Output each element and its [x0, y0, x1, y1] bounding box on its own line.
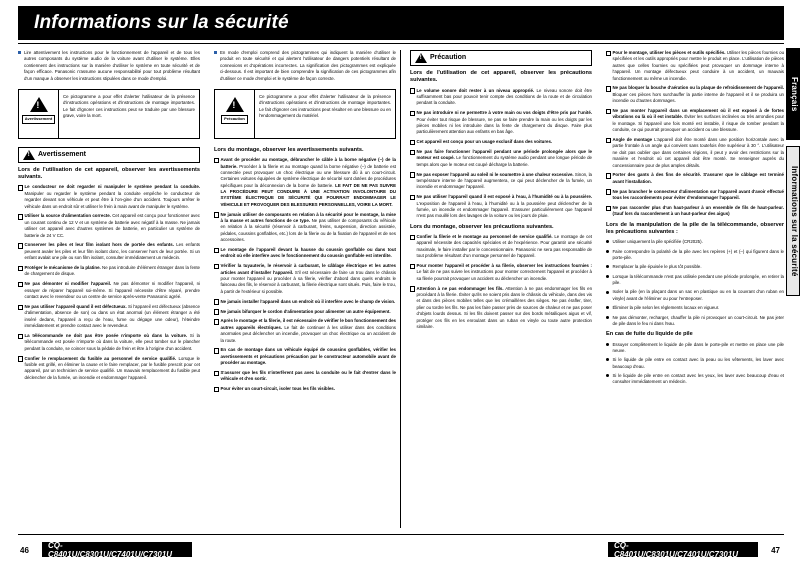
subheading-use-warnings: Lors de l'utilisation de cet appareil, observer les avertissements suivants.	[18, 166, 200, 181]
list-item: Confier le remplacement du fusible au personnel de service qualifié. Lorsque le fusible est grillé, en éliminer la cause et le faire remplacer, par le fusible prescrit pour cet appareil, par un technicien de service qualifié. Un mauvais remplacement du fusible peut déclencher de la fumée, un incendie et endommager l'appareil.	[18, 356, 200, 382]
list-item: Faire correspondre la polarité de la pile avec les repères (+) et (–) qui figurent dans le porte-pile.	[606, 249, 784, 262]
list-item: Ne pas démonter, recharger, chauffer la pile ni provoquer un court-circuit. Ne pas jeter de pile dans le feu ni dans l'eau.	[606, 315, 784, 328]
content-area	[18, 50, 784, 530]
column-3	[410, 50, 592, 334]
list-item: Conserver les piles et leur film isolant hors de portée des enfants. Les enfants peuvent avaler les piles et leur film isolant donc, les conserver hors de leur portée. Si un enfant avalait une pile ou son film isolant, consulter immédiatement un médecin.	[18, 242, 200, 261]
list-item: Ne pas utiliser l'appareil quand il est exposé à l'eau, à l'humidité ou à la poussière. L'exposition de l'appareil à l'eau, à l'humidité ou à la poussière peut déclencher de la fumée, un incendie et endommager l'appareil. S'assurer particulièrement que l'appareil n'est pas mouillé lors des lavages de la voiture ou les jours de pluie.	[410, 194, 592, 220]
page-title-bar	[18, 6, 784, 40]
list-item: Utiliser la source d'alimentation correcte. Cet appareil est conçu pour fonctionner avec un courant continu de 12 V et un système de batterie avec négatif à la masse. Ne jamais utiliser cet appareil avec d'autres systèmes de batterie, en particulier un système de batterie de 24 V CC.	[18, 213, 200, 239]
list-item: La télécommande ne doit pas être posée n'importe où dans la voiture. Si la télécommande est posée n'importe où dans la voiture, elle peut tomber sur le plancher pendant la conduite, se coincer sous la pédale de frein et être à l'origine d'un accident.	[18, 333, 200, 352]
column-2	[214, 50, 396, 396]
list-item: Ne pas utiliser l'appareil quand il est défectueux. Si l'appareil est défectueux (absence d'alimentation, absence de son) ou dans un état anormal (un élément étranger a été inséré dedans, l'appareil a reçu de l'eau, fume ou dégage une odeur), l'éteindre immédiatement et prendre contact avec le revendeur.	[18, 304, 200, 330]
footer-rule	[18, 534, 784, 535]
warning-triangle-icon	[30, 97, 48, 112]
list-item: Pour éviter un court-circuit, isoler tous les fils visibles.	[214, 386, 396, 392]
list-item: Ne pas exposer l'appareil au soleil ni le soumettre à une chaleur excessive. Sinon, la température interne de l'appareil augmentera, ce qui peut déclencher de la fumée, un incendie et endommager l'appareil.	[410, 172, 592, 191]
warning-pictogram-box	[18, 89, 200, 139]
list-item: Si le liquide de pile entre en contact avec la peau ou les vêtements, les laver avec beaucoup d'eau.	[606, 357, 784, 370]
list-item: Ne jamais installer l'appareil dans un endroit où il interfère avec le champ de vision.	[214, 299, 396, 305]
list-item: Ne pas faire fonctionner l'appareil pendant une période prolongée alors que le moteur est coupé. Le fonctionnement du système audio pendant une longue période de temps alors que le moteur est coupé décharge la batterie.	[410, 149, 592, 168]
warning-section-header	[18, 147, 200, 163]
model-badge-right: CQ-C8401U/C8301U/C7401U/C7301U	[608, 542, 758, 557]
list-item: Ne jamais bifurquer le cordon d'alimentation pour alimenter un autre équipement.	[214, 309, 396, 315]
list-item: S'assurer que les fils n'interfèrent pas avec la conduite ou le fait d'entrer dans le véhicule et d'en sortir.	[214, 370, 396, 383]
list-item: Après le montage et la filerie, il est nécessaire de vérifier le bon fonctionnement des autres appareils électriques. Le fait de continuer à les utiliser dans des conditions anormales peut déclencher un incendie, provoquer un choc électrique ou un accident de la route.	[214, 318, 396, 344]
list-item: Le volume sonore doit rester à un niveau approprié. Le niveau sonore doit être suffisamment bas pour pouvoir tenir compte des conditions de la route et de circulation pendant la conduite.	[410, 88, 592, 107]
list-item: Remplacer la pile épuisée le plus tôt possible.	[606, 264, 784, 270]
model-badge-left: CQ-C8401U/C8301U/C7401U/C7301U	[42, 542, 192, 557]
subheading-install-cautions: Lors du montage, observer les précautions suivantes.	[410, 223, 554, 230]
list-item: Lorsque la télécommande n'est pas utilisée pendant une période prolongée, en retirer la pile.	[606, 274, 784, 287]
list-item: Ne pas raccorder plus d'un haut-parleur à un ensemble de fils de haut-parleur. (Sauf lors du raccordement à un haut-parleur des aigus)	[606, 205, 784, 218]
warning-triangle-icon	[23, 150, 35, 160]
list-item: Ne pas brancher le connecteur d'alimentation sur l'appareil avant d'avoir effectué tous les raccordements pour éviter d'endommager l'appareil.	[606, 189, 784, 202]
list-item: Ne jamais utiliser de composants en relation à la sécurité pour le montage, la mise à la masse et autres fonctions de ce type. Ne pas utiliser de composants du véhicule en relation à la sécurité (réservoir à carburant, freins, suspension, direction assistée, pédales, coussins gonflables, etc.) lors de la filerie ou de la fixation de l'appareil et de ses accessoires.	[214, 212, 396, 244]
list-item: Utiliser uniquement la pile spécifiée (CR2025).	[606, 239, 784, 245]
warning-list-use	[18, 184, 200, 381]
caution-pictogram-box	[214, 89, 396, 139]
language-tab: Français	[786, 48, 800, 140]
list-item: Éliminer la pile selon les règlements locaux en vigueur.	[606, 305, 784, 311]
warning-list-install	[214, 157, 396, 393]
list-item: En cas de montage dans un véhicule équipé de coussins gonflables, vérifier les avertissements et précautions précaution par le constructeur automobile avant de procéder au montage.	[214, 347, 396, 366]
caution-icon-cell	[215, 90, 255, 138]
page-number-right: 47	[771, 546, 780, 555]
list-item: Protéger le mécanisme de la platine. Ne pas introduire d'élément étranger dans la fente de chargement de disque.	[18, 265, 200, 278]
intro-paragraph-1: Lire attentivement les instructions pour le fonctionnement de l'appareil et de tous les autres composants du système audio de la voiture avant d'utiliser le système. Elles contiennent des instructions sur la manière d'utiliser le système en toute sécurité et de façon efficace. Panasonic n'assume aucune responsabilité pour tout problème résultant d'un manque à observer les instructions stipulées dans ce mode d'emploi.	[18, 50, 200, 82]
list-item: Pour le montage, utiliser les pièces et outils spécifiés. Utiliser les pièces fournies ou spécifiées et les outils appropriés pour mettre le produit en place. L'utilisation de pièces autres que celles fournies ou spécifiées peut provoquer un dommage interne à l'appareil. Un montage défectueux peut conduire à un accident, un mauvais fonctionnement ou même un incendie.	[606, 50, 784, 82]
list-item: Pour monter l'appareil et procéder à sa filerie, observer les instructions fournies : Le fait de ne pas suivre les instructions pour monter correctement l'appareil et procéder à sa filerie pourrait provoquer un accident ou déclencher un incendie.	[410, 263, 592, 282]
column-4	[606, 50, 784, 389]
list-item: Le montage de l'appareil devant la hausse du coussin gonflable ou dans tout endroit où elle interfère avec le fonctionnement du coussin gonflable est interdite.	[214, 247, 396, 260]
warning-triangle-icon	[226, 97, 244, 112]
list-item: Ne pas introduire ni ne permettre à votre main ou vos doigts d'être pris par l'unité. Pour éviter tout risque de blessure, ne pas se faire prendre la main ou les doigts par les pièces mobiles ni les introduire dans la fente de chargement du disque. Faire plus particulièrement attention aux enfants en bas âge.	[410, 110, 592, 136]
caution-list-install-cont	[606, 50, 784, 218]
list-item: Vérifier la tuyauterie, le réservoir à carburant, le câblage électrique et les autres articles avant d'installer l'appareil. S'il est nécessaire de faire un trou dans le châssis pour monter l'appareil ou procéder à sa filerie, vérifier d'abord dans quels endroits le faisceau des fils, le réservoir à carburant, la filerie électrique sont situés. Puis, faire le trou, à partir de l'extérieur si possible.	[214, 263, 396, 295]
list-item: Confier la filerie et le montage au personnel de service qualifié. Le montage de cet appareil nécessite des capacités spéciales et de l'expérience. Pour garantir une sécurité maximale, le faire installer par le concessionnaire. Panasonic ne sera pas responsable de tout problème résultant d'un montage personnel de l'appareil.	[410, 234, 592, 260]
list-item: Avant de procéder au montage, débrancher le câble à la borne négative (–) de la batterie. Procéder à la filerie et au montage quand la borne négative (–) de batterie est connectée peut provoquer un choc électrique ou une blessure dû à un court-circuit. Certaines voitures équipées de système électrique de sécurité sont dotées de procédures spécifiques pour la déconnexion de la borne de batterie. LE FAIT DE NE PAS SUIVRE LA PROCÉDURE PEUT CONDUIRE À UNE ACTIVATION INVOLONTAIRE DU SYSTÈME ÉLECTRIQUE DE SÉCURITÉ QUI POURRAIT ENDOMMAGER LE VÉHICULE ET PROVOQUER DES BLESSURES PERSONNELLES, VOIRE LA MORT.	[214, 157, 396, 208]
list-item: Isoler la pile (en la plaçant dans un sac en plastique ou en la couvrant d'un ruban en vinyle) avant de l'éliminer ou pour l'entreposer.	[606, 289, 784, 302]
page-number-left: 46	[20, 546, 29, 555]
list-item: Ne pas démonter ni modifier l'appareil. Ne pas démonter ni modifier l'appareil, ni essayer de réparer l'appareil soi-même. Si l'appareil nécessite d'être réparé, prendre contact avec le revendeur ou un centre de service après-vente Panasonic agréé.	[18, 281, 200, 300]
list-item: Cet appareil est conçu pour un usage exclusif dans des voitures.	[410, 139, 592, 145]
battery-leak-bullet-list	[606, 342, 784, 386]
intro-paragraph-2: En mode d'emploi comprend des pictogrammes qui indiquent la manière d'utiliser le produit en toute sécurité et qui alertent l'utilisateur de dangers potentiels résultant de connexions et d'opérations incorrectes. La signification des pictogrammes est expliquée ci-dessous. Il est important de bien comprendre la signification de ces pictogrammes afin d'utiliser ce mode d'emploi et le système de façon correcte.	[214, 50, 396, 82]
warning-icon-cell	[19, 90, 59, 138]
subheading-use-cautions: Lors de l'utilisation de cet appareil, observer les précautions suivantes.	[410, 70, 592, 84]
page-title: Informations sur la sécurité	[34, 12, 289, 33]
subheading-battery-handling: Lors de la manipulation de la pile de la télécommande, observer les précautions suivantes :	[606, 221, 784, 235]
column-divider	[400, 50, 401, 528]
subheading-battery-leak: En cas de fuite du liquide de pile	[606, 331, 693, 338]
caution-section-header	[410, 50, 592, 66]
battery-bullet-list	[606, 239, 784, 327]
list-item: Porter des gants à des fins de sécurité. S'assurer que le câblage est terminé avant l'installation.	[606, 172, 784, 185]
warning-icon-label: Avertissement	[22, 115, 55, 124]
subheading-install-warnings: Lors du montage, observer les avertissements suivants.	[214, 146, 364, 153]
caution-box-text: Ce pictogramme a pour effet d'alerter l'utilisateur de la présence d'instructions opérations et d'instructions de montage importantes. Le fait d'ignorer ces instructions peut résulter en une blessure ou en l'endommagement du matériel.	[259, 93, 391, 118]
list-item: Attention à ne pas endommager les fils. Attention à ne pas endommager les fils en procédant à la filerie. Éviter qu'ils ne soient pris dans le châssis du véhicule, dans des vis et dans des pièces mobiles telles que les crémaillères des sièges. Ne pas érafler, tirer, plier ou tordre les fils. Ne pas les faire passer près de sources de chaleur et ne pas poser d'objets lourds dessus. Si les fils doivent passer sur des bords métalliques aigus et vif, protéger ces fils en les enroulant dans un ruban en vinyle ou toute autre protection similaire.	[410, 286, 592, 331]
list-item: Essuyer complètement le liquide de pile dans le porte-pile et mettre en place une pile neuve.	[606, 342, 784, 355]
warning-box-text: Ce pictogramme a pour effet d'alerter l'utilisateur de la présence d'instructions opérations et d'instructions de montage importantes. Le fait d'ignorer ces instructions peut se traduire par une blessure grave, voire la mort.	[63, 93, 195, 118]
column-1	[18, 50, 200, 385]
caution-icon-label: Précaution	[221, 115, 248, 124]
warning-section-label: Avertissement	[38, 150, 86, 158]
header-rule	[18, 43, 784, 44]
list-item: Ne pas bloquer la bouche d'aération ou la plaque de refroidissement de l'appareil. Bloquer ces pièces hors surchauffer la partie interne de l'appareil et il se produira un incendie ou d'autres dommages.	[606, 85, 784, 104]
caution-list-use	[410, 88, 592, 220]
warning-triangle-icon	[415, 53, 427, 63]
list-item: Ne pas monter l'appareil dans un emplacement où il est exposé à de fortes vibrations ou là où il est instable. Éviter les surfaces inclinées ou très arrondies pour le montage. Si l'appareil une fois monté est instable, il risque de tomber pendant la conduite, ce qui pourrait provoquer un accident ou une blessure.	[606, 108, 784, 134]
caution-list-install	[410, 234, 592, 330]
caution-section-label: Précaution	[430, 54, 467, 62]
list-item: Angle de montage L'appareil doit être monté dans une position horizontale avec la partie frontale à un angle qui convient sans toutefois être supérieur à 30 °. L'utilisateur ne doit pas oublier que dans certaines régions, il peut y avoir des restrictions sur la manière et l'endroit où cet appareil doit être monté. Se renseigner auprès du concessionnaire pour de plus amples détails.	[606, 137, 784, 169]
list-item: Si le liquide de pile entre en contact avec les yeux, les laver avec beaucoup d'eau et consulter immédiatement un médecin.	[606, 373, 784, 386]
list-item: Le conducteur ne doit regarder ni manipuler le système pendant la conduite. Manipuler ou regarder le système pendant la conduite empêche le conducteur de regarder devant son véhicule et peut être à l'on-gine d'un accident. Toujours arrêter le véhicule dans un endroit sûr et utiliser le frein à main avant de manipuler le système.	[18, 184, 200, 210]
section-tab: Informations sur la sécurité	[786, 146, 800, 296]
